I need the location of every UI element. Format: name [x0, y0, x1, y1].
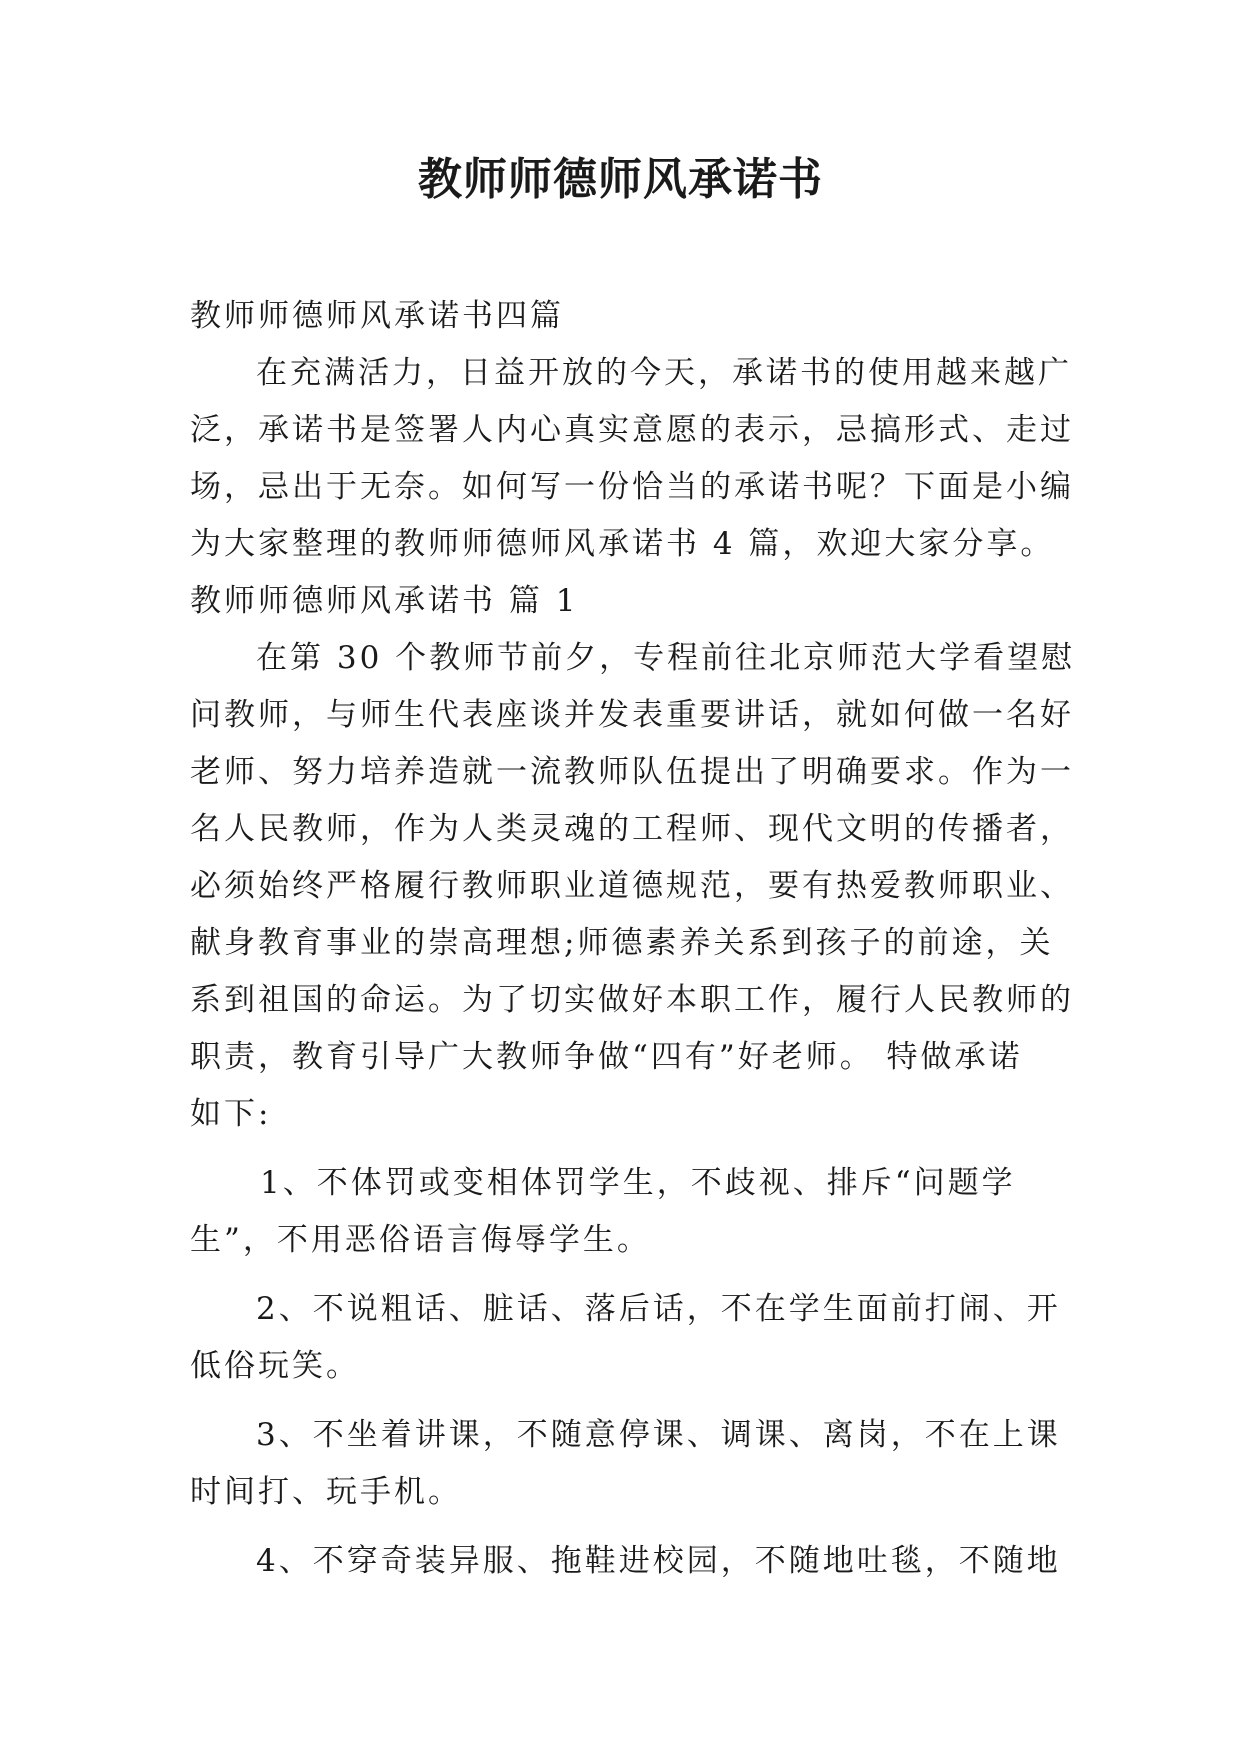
intro-paragraph-line: 为大家整理的教师师德师风承诺书 4 篇，欢迎大家分享。 [190, 526, 1055, 562]
promise-item-line: 低俗玩笑。 [190, 1348, 360, 1384]
intro-paragraph-line: 在充满活力，日益开放的今天，承诺书的使用越来越广 [256, 355, 1072, 391]
body-paragraph-line: 职责，教育引导广大教师争做“四有”好老师。 特做承诺 [190, 1039, 1023, 1075]
intro-paragraph-line: 场，忌出于无奈。如何写一份恰当的承诺书呢？下面是小编 [190, 469, 1074, 505]
document-title: 教师师德师风承诺书 [418, 154, 823, 205]
body-paragraph-line: 必须始终严格履行教师职业道德规范，要有热爱教师职业、 [190, 868, 1074, 904]
body-paragraph-line: 名人民教师，作为人类灵魂的工程师、现代文明的传播者， [190, 811, 1074, 847]
body-paragraph-line: 献身教育事业的崇高理想;师德素养关系到孩子的前途，关 [190, 925, 1054, 961]
section-heading: 教师师德师风承诺书 篇 1 [190, 583, 579, 619]
promise-item-line: 时间打、玩手机。 [190, 1474, 462, 1510]
body-paragraph-line: 如下: [190, 1096, 272, 1132]
promise-item-line: 2、不说粗话、脏话、落后话，不在学生面前打闹、开 [256, 1291, 1061, 1327]
promise-item-line: 3、不坐着讲课，不随意停课、调课、离岗，不在上课 [256, 1417, 1061, 1453]
body-paragraph-line: 系到祖国的命运。为了切实做好本职工作，履行人民教师的 [190, 982, 1074, 1018]
body-paragraph-line: 在第 30 个教师节前夕，专程前往北京师范大学看望慰 [256, 640, 1076, 676]
promise-item-line: 生”，不用恶俗语言侮辱学生。 [190, 1222, 651, 1258]
body-paragraph-line: 老师、努力培养造就一流教师队伍提出了明确要求。作为一 [190, 754, 1074, 790]
body-paragraph-line: 问教师，与师生代表座谈并发表重要讲话，就如何做一名好 [190, 697, 1074, 733]
subtitle-line: 教师师德师风承诺书四篇 [190, 298, 564, 334]
promise-item-line: 4、不穿奇装异服、拖鞋进校园，不随地吐毯，不随地 [256, 1543, 1061, 1579]
intro-paragraph-line: 泛，承诺书是签署人内心真实意愿的表示，忌搞形式、走过 [190, 412, 1074, 448]
promise-item-line: 1、不体罚或变相体罚学生，不歧视、排斥“问题学 [260, 1165, 1016, 1201]
document-body [190, 288, 1076, 1590]
